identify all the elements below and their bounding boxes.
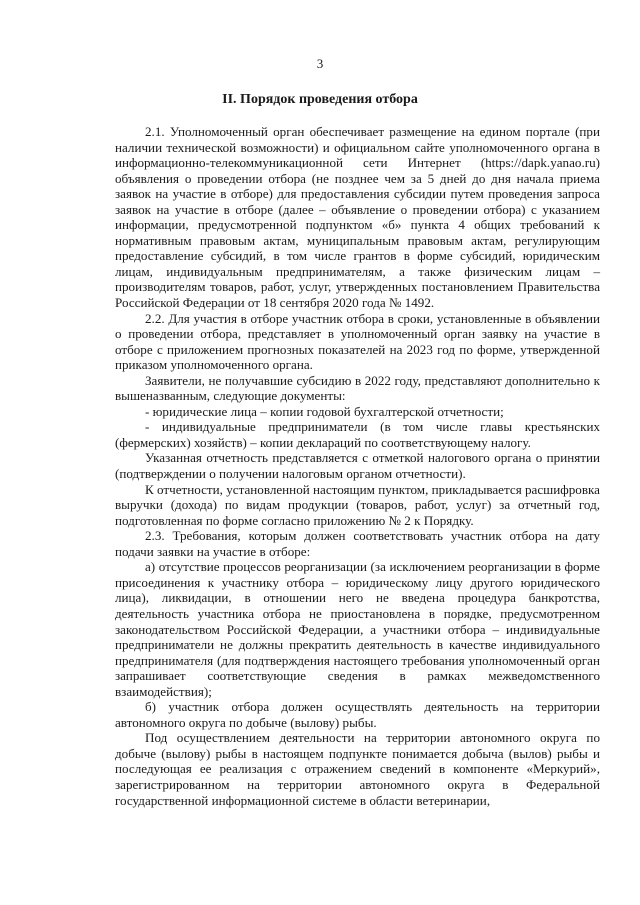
section-heading: II. Порядок проведения отбора xyxy=(222,92,418,107)
list-item-legal-entities: - юридические лица – копии годовой бухгалтерской отчетности; xyxy=(145,403,504,419)
paragraph-2-3: 2.3. Требования, которым должен соответствовать участник отбора на дату подачи заявки на участие в отборе: xyxy=(115,528,600,559)
paragraph-applicants: Заявители, не получавшие субсидию в 2022 году, представляют дополнительно к вышеназванным, следующие документы: xyxy=(115,372,600,404)
paragraph-reporting-mark: Указанная отчетность представляется с отметкой налогового органа о принятии (подтверждении о получении налоговым органом отчетности). xyxy=(115,450,600,482)
paragraph-revenue-breakdown: К отчетности, установленной настоящим пунктом, прикладывается расшифровка выручки (дохода) по видам продукции (товаров, работ, услуг) за отчетный год, подготовленная по форме согласно приложению № 2 к Порядку. xyxy=(115,481,600,528)
requirement-b: б) участник отбора должен осуществлять деятельность на территории автономного округа по добыче (вылову) рыбы. xyxy=(115,699,600,730)
paragraph-activity-definition: Под осуществлением деятельности на территории автономного округа по добыче (вылову) рыбы в настоящем подпункте понимается добыча (вылов) рыбы и последующая ее реализация с отражением сведений в компоненте «Меркурий», зарегистрированном на территории автономного округа в Федеральной государственной информационной системе в области ветеринарии, xyxy=(115,730,600,808)
paragraph-2-1: 2.1. Уполномоченный орган обеспечивает размещение на едином портале (при наличии технической возможности) и официальном сайте уполномоченного органа в информационно-телекоммуникационной сети Интернет (https://dapk.yanao.ru) объявления о проведении отбора (не позднее чем за 5 дней до дня начала приема заявок на участие в отборе) для предоставления субсидии путем проведения запроса заявок на участие в отборе (далее – объявление о проведении отбора) с указанием информации, предусмотренной подпунктом «б» пункта 4 общих требований к нормативным правовым актам, муниципальным правовым актам, регулирующим предоставление субсидий, в том числе грантов в форме субсидий, юридическим лицам, индивидуальным предпринимателям, а также физическим лицам – производителям товаров, работ, услуг, утвержденных постановлением Правительства Российской Федерации от 18 сентября 2020 года № 1492. xyxy=(115,124,600,311)
paragraph-2-2: 2.2. Для участия в отборе участник отбора в сроки, установленные в объявлении о проведении отбора, представляет в уполномоченный орган заявку на участие в отборе с приложением прогнозных показателей на 2023 год по форме, утвержденной приказом уполномоченного органа. xyxy=(115,310,600,373)
list-item-entrepreneurs: - индивидуальные предприниматели (в том числе главы крестьянских (фермерских) хозяйств) – копии деклараций по соответствующему налогу. xyxy=(115,419,600,450)
requirement-a: а) отсутствие процессов реорганизации (за исключением реорганизации в форме присоединения к участнику отбора – юридическому лицу другого юридического лица), ликвидации, в отношении него не введена процедура банкротства, деятельность участника отбора не приостановлена в порядке, предусмотренном законодательством Российской Федерации, а участники отбора – индивидуальные предприниматели не должны прекратить деятельность в качестве индивидуального предпринимателя (для подтверждения настоящего требования уполномоченный орган запрашивает соответствующие сведения в рамках межведомственного взаимодействия); xyxy=(115,559,600,699)
page-number: 3 xyxy=(316,56,324,71)
document-body xyxy=(115,124,600,808)
